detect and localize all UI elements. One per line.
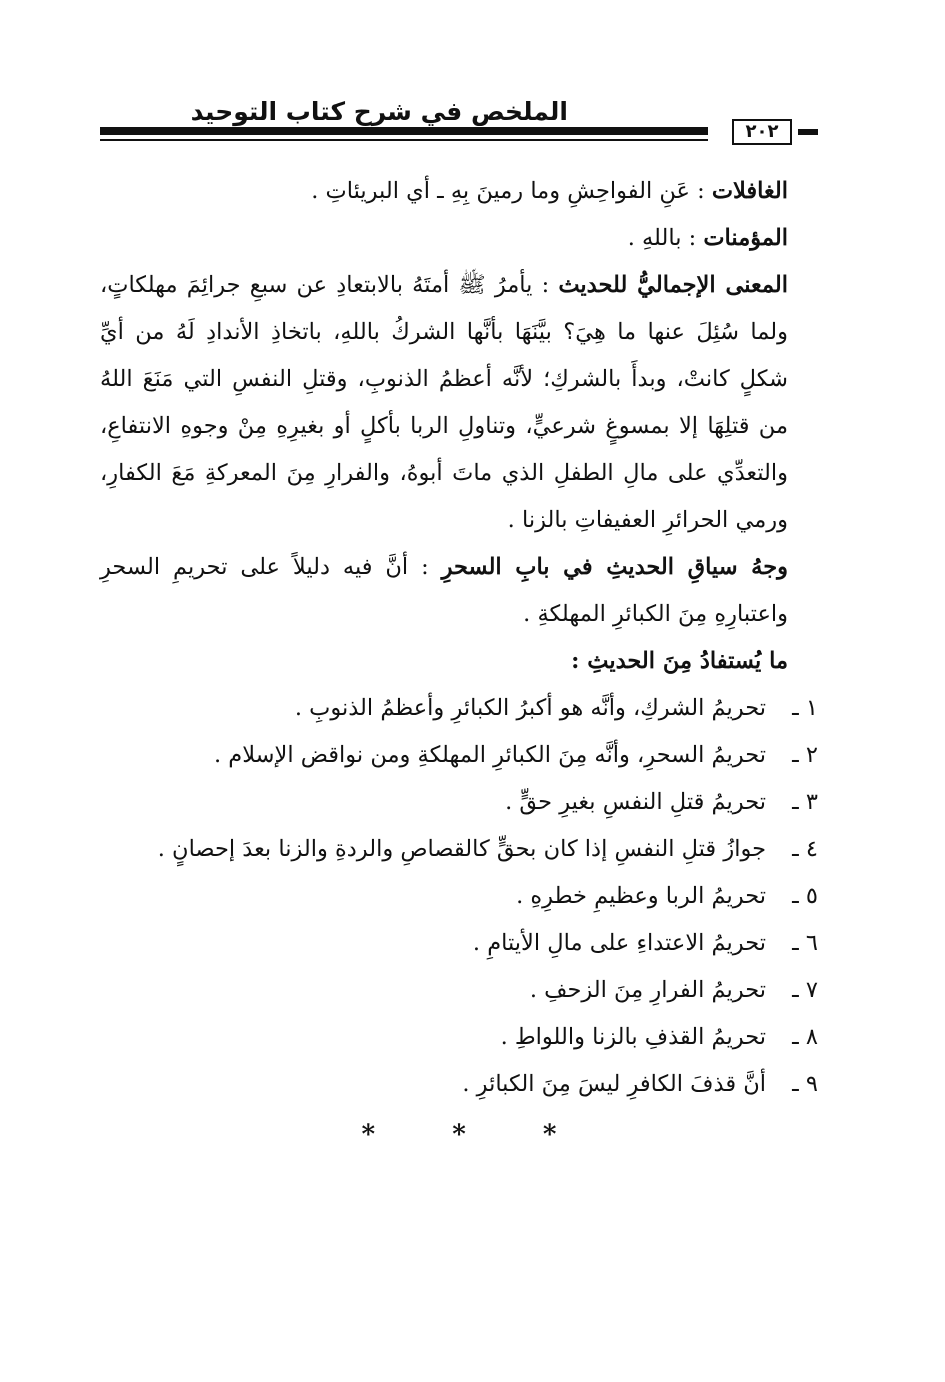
list-number: ٦ ـ	[792, 930, 818, 956]
definition-term: الغافلات	[711, 178, 788, 204]
list-item	[100, 920, 818, 967]
relevance-heading: وجهُ سياقِ الحديثِ في بابِ السحرِ	[441, 554, 788, 580]
page-body	[100, 168, 818, 1159]
list-number: ٣ ـ	[792, 789, 818, 815]
list-text: تحريمُ الفرارِ مِنَ الزحفِ .	[529, 977, 766, 1003]
definition-text: : عَنِ الفواحِشِ وما رمينَ بِهِ ـ أي البريئاتِ .	[311, 178, 705, 204]
list-number: ١ ـ	[792, 695, 818, 721]
list-item	[100, 1014, 818, 1061]
list-number: ٤ ـ	[792, 836, 818, 862]
list-item	[100, 685, 818, 732]
lessons-heading	[100, 638, 818, 685]
list-item	[100, 779, 818, 826]
list-number: ٢ ـ	[792, 742, 818, 768]
list-text: تحريمُ الشركِ، وأنَّه هو أكبرُ الكبائرِ وأعظمُ الذنوبِ .	[294, 695, 766, 721]
list-text: أنَّ قذفَ الكافرِ ليسَ مِنَ الكبائرِ .	[462, 1071, 766, 1097]
general-meaning-paragraph	[100, 262, 818, 544]
list-item	[100, 1061, 818, 1108]
list-text: تحريمُ قتلِ النفسِ بغيرِ حقٍّ .	[505, 789, 766, 815]
list-text: تحريمُ السحرِ، وأنَّه مِنَ الكبائرِ المهلكةِ ومن نواقض الإسلام .	[213, 742, 766, 768]
general-meaning-heading: المعنى الإجماليُّ للحديث	[558, 272, 788, 298]
definition-muminat	[100, 215, 818, 262]
list-number: ٨ ـ	[792, 1024, 818, 1050]
running-header	[100, 95, 818, 157]
list-item	[100, 967, 818, 1014]
relevance-paragraph	[100, 544, 818, 638]
list-item	[100, 826, 818, 873]
list-item	[100, 732, 818, 779]
general-meaning-text: : يأمرُ ﷺ أمتَهُ بالابتعادِ عن سبعِ جرائِمَ مهلكاتٍ، ولما سُئِلَ عنها ما هِيَ؟ بيَّنَهَا بأنَّها الشركُ باللهِ، باتخاذِ الأندادِ لَهُ من أيِّ شكلٍ كانتْ، وبدأَ بالشركِ؛ لأنَّه أعظمُ الذنوبِ، وقتلِ النفسِ التي مَنَعَ اللهُ من قتلِهَا إلا بمسوغٍ شرعيٍّ، وتناولِ الربا بأكلٍ أو بغيرِهِ مِنْ وجوهِ الانتفاعِ، والتعدِّي على مالِ الطفلِ الذي ماتَ أبوهُ، والفرارِ مِنَ المعركةِ مَعَ الكفارِ، ورمي الحرائرِ العفيفاتِ بالزنا .	[100, 272, 788, 533]
list-text: تحريمُ الاعتداءِ على مالِ الأيتامِ .	[472, 930, 766, 956]
list-number: ٥ ـ	[792, 883, 818, 909]
list-text: جوازُ قتلِ النفسِ إذا كان بحقٍّ كالقصاصِ والردةِ والزنا بعدَ إحصانٍ .	[157, 836, 766, 862]
definition-text: : باللهِ .	[627, 225, 697, 251]
list-item	[100, 873, 818, 920]
definition-ghafilat	[100, 168, 818, 215]
book-title: الملخص في شرح كتاب التوحيد	[190, 97, 568, 126]
header-rule-thin	[100, 139, 708, 141]
page-number: ٢٠٢	[732, 119, 792, 145]
list-text: تحريمُ القذفِ بالزنا واللواطِ .	[500, 1024, 766, 1050]
lessons-heading-text: ما يُستفادُ مِنَ الحديثِ :	[571, 648, 788, 674]
section-separator: * * *	[361, 1120, 591, 1150]
lessons-list	[100, 685, 818, 1108]
list-number: ٩ ـ	[792, 1071, 818, 1097]
header-rule	[100, 127, 708, 135]
relevance-text: : أنَّ فيه دليلاً على تحريمِ السحرِ واعتبارِهِ مِنَ الكبائرِ المهلكةِ .	[100, 554, 788, 627]
list-text: تحريمُ الربا وعظيمِ خطرِهِ .	[516, 883, 766, 909]
list-number: ٧ ـ	[792, 977, 818, 1003]
header-ornament	[798, 129, 818, 135]
definition-term: المؤمنات	[703, 225, 788, 251]
